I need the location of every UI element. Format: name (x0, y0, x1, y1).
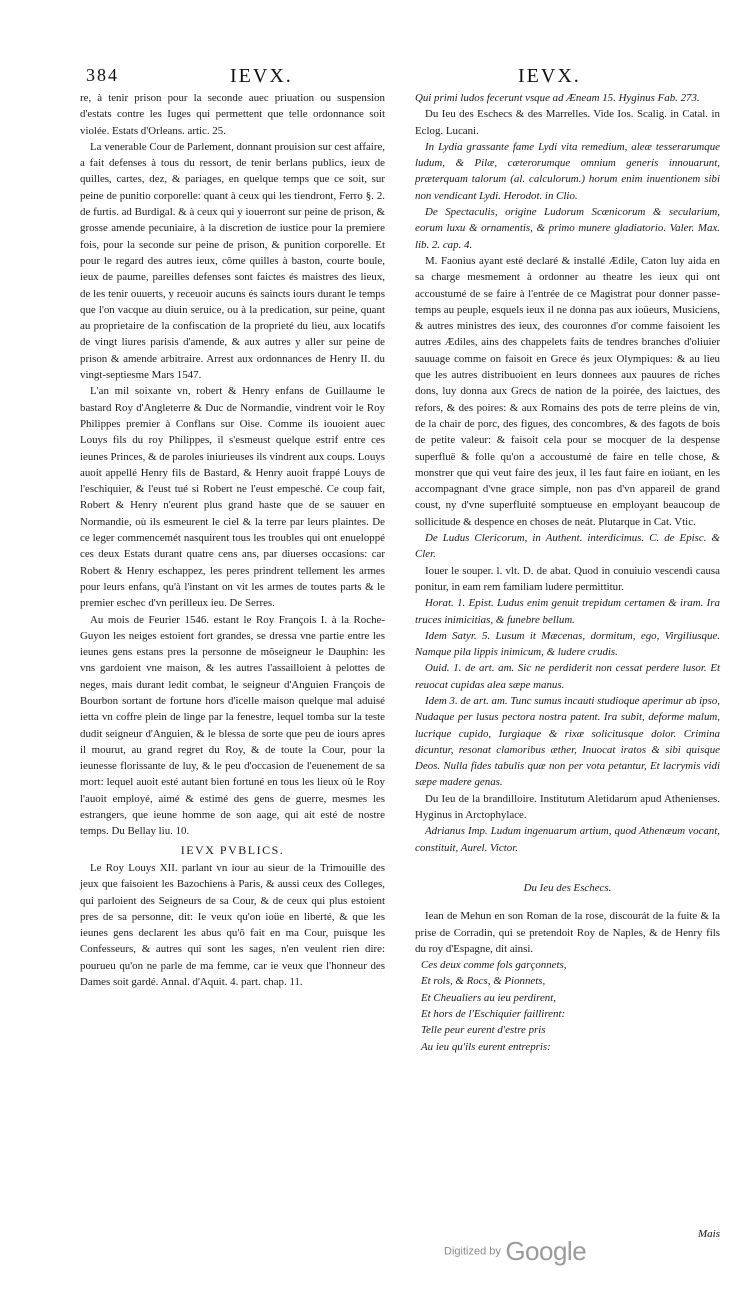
latin-quote: In Lydia grassante fame Lydi vita remedium, aleæ tesserarumque ludum, & Pilæ, cæterorumque omnium generis innouarunt, præterquam talorum (al. calculorum.) horum enim inuentionem sibi non vendicant Lydi. Herodot. in Clio. (415, 140, 720, 202)
catchword: Mais (698, 1228, 720, 1240)
paragraph: Au mois de Feurier 1546. estant le Roy François I. à la Roche-Guyon les neiges estoient fort grandes, se dressa vne partie entre les ieunes gens estans pres la personne de mõseigneur le Dauphin: les vns gardoient vne maison, & les autres l'assailloient à pelottes de neges, mais durant ledit combat, le seigneur d'Anguien François de Bourbon sortant de fortune hors d'icelle maison quelque mal aduisé ietta vn coffre plein de linge par la fenestre, lequel tomba sur la teste dudit seigneur d'Anguien, & le blessa de sorte que peu de iours apres il mourut, au grand regret du Roy, & de toute la Cour, pour la ieunesse florissante de luy, & le peu d'occasion de l'euenement de sa mort: lequel auoit esté autant bien fortuné en tous les lieux où le Roy l'auoit employé, aimé & estimé des gens de guerre, mesmes les estrangers, que ieune homme de son aage, qui ait esté de nostre temps. Du Bellay liu. 10. (80, 613, 385, 838)
latin-quote: De Spectaculis, origine Ludorum Scænicorum & secularium, eorum luxu & ornamentis, & primo munere gladiatorio. Valer. Max. lib. 2. cap. 4. (415, 206, 720, 251)
verse-line: Telle peur eurent d'estre pris (421, 1024, 546, 1037)
latin-quote: Idem Satyr. 5. Lusum it Mæcenas, dormitum, ego, Virgiliusque. Namque pila lippis inimicum, & ludere crudis. (415, 629, 720, 659)
section-heading: IEVX PVBLICS. (180, 842, 285, 857)
paragraph: Du Ieu de la brandilloire. Institutum Aletidarum apud Athenienses. Hyginus in Arctophylace. (415, 792, 720, 822)
latin-quote: Horat. 1. Epist. Ludus enim genuit trepidum certamen & iram. Ira truces inimicitias, & funebre bellum. (415, 597, 720, 626)
paragraph: Le Roy Louys XII. parlant vn iour au sieur de la Trimouille des jeux que faisoient les Bazochiens à Paris, & aussi ceux des Colleges, qui parloient des Seigneurs de sa Cour, & de ceux qui plus estoient pres de sa personne, dit: Ie veux qu'on ioüe en liberté, & que les ieunes gens declarent les abus qu'õ fait en ma Cour, puisque les Confesseurs, & autres qui sont les sages, n'en veulent rien dire: pourueu qu'on ne parle de ma femme, car ie veux que l'honneur des Dames soit gardé. Annal. d'Aquit. 4. part. chap. 11. (80, 861, 385, 989)
paragraph: M. Faonius ayant esté declaré & installé Ædile, Caton luy aida en sa charge mesmement à ordonner au theatre les ieux qui ont accoustumé de se faire à l'entrée de ce Magistrat pour donner passe-temps au peuple, esquels ieux il ne donna pas aux ioüeurs, Musiciens, & autres ministres des ieux, des couronnes d'or comme faisoient les autres Ædiles, ains des chappelets faits de tendres branches d'oliuier sauuage comme on faisoit en Grece és jeux Olympiques: & au lieu que les autres distribuoient en leurs donnees aux pauures de riches dons, luy donna aux Grecs de nation de la poirée, des laictues, des refors, & des poires: & aux Romains des pots de terre pleins de vin, de la chair de porc, des figues, des concombres, & des fagots de bois de petite valeur: & faisoit cela pour se mocquer de la despense superfluë & folle qu'on a accoustumé de faire en telle chose, & monstrer que qui veut faire des jeux, il les faut faire en ioüant, en les accompagnant d'vne grace simple, non pas d'vn appareil de grand coust, ny d'vne superfluité somptueuse en employant beaucoup de sollicitude & despence en choses de neát. Plutarque in Cat. Vtic. (415, 254, 720, 528)
latin-quote: Idem 3. de art. am. Tunc sumus incauti studioque aperimur ab ipso, Nudaque per lusus pectora nostra patent. Ira subit, deforme malum, lucrique cupido, Iurgiaque & rixæ solicitusque dolor. Crimina dicuntur, resonat clamoribus æther, Inuocat iratos & sibi quisque Deos. Nulla fides tabulis quæ non per vota petantur, Et lacrymis vidi sæpe madere genas. (415, 694, 720, 789)
verse-line: Au ieu qu'ils eurent entrepris: (421, 1040, 551, 1053)
digitized-by-watermark (444, 1236, 586, 1267)
verse-line: Et rols, & Rocs, & Pionnets, (421, 975, 546, 988)
latin-quote: Qui primi ludos fecerunt vsque ad Æneam 15. Hyginus Fab. 273. (415, 92, 700, 104)
verse-line: Et Cheualiers au ieu perdirent, (421, 991, 557, 1004)
latin-quote: Ouid. 1. de art. am. Sic ne perdiderit non cessat perdere lusor. Et reuocat cupidas alea sæpe manus. (415, 662, 720, 691)
running-head-right: IEVX. (518, 65, 581, 87)
paragraph: Iean de Mehun en son Roman de la rose, discourát de la fuite & la prise de Corradin, qui se pretendoit Roy de Naples, & de Henry fils du roy d'Espagne, dit ainsi. (415, 910, 720, 955)
paragraph: Iouer le souper. l. vlt. D. de abat. Quod in conuiuio vescendi causa ponitur, in eam rem familiam ludere permittitur. (415, 564, 720, 593)
google-logo: Google (505, 1236, 587, 1266)
digitized-by-label: Digitized by (444, 1245, 501, 1258)
running-head-left: IEVX. (230, 65, 293, 87)
paragraph: re, à tenir prison pour la seconde auec priuation ou suspension d'estats contre les Iuges qui permettent que telle ordonnance soit violée. Estats d'Orleans. artic. 25. (80, 92, 385, 137)
paragraph: La venerable Cour de Parlement, donnant prouision sur cest affaire, a fait defenses à tous du ressort, de tenir berlans publics, ieux de quilles, cartes, dez, & pariages, en quelque temps que ce soit, sur peine de punitio corporelle: quant à ceux qui les tiendront, Ferro §. 2. de furtis. ad Burdigal. & à ceux qui y iouerront sur peine de prison, & grosse amende pecuniaire, à la discretion de iustice pour la premiere fois, pour la seconde sur peine de prison, & punition corporelle. Et pour le regard des autres ieux, côme quilles à baston, courte boule, ieux de paume, pareilles defenses sont faictes és maistres des lieux, de les tenir ouuerts, y receuoir aucuns és saincts iours durant le temps que l'on vacque au diuin seruice, ou à la predication, sur peine, quant au proprietaire de la confiscation de la proprieté du lieu, aux locatifs de vingt liures parisis d'amende, & aux autres y aller sur peine de prison & amende arbitraire. Arrest aux ordonnances de Henry II. du vingt-septiesme Mars 1547. (80, 140, 385, 382)
latin-quote: Adrianus Imp. Ludum ingenuarum artium, quod Athenæum vocant, constituit, Aurel. Victor. (415, 825, 720, 854)
left-column (80, 90, 385, 990)
paragraph: Du Ieu des Eschecs & des Marrelles. Vide Ios. Scalig. in Catal. in Eclog. Lucani. (415, 108, 720, 137)
verse-line: Ces deux comme fols garçonnets, (421, 959, 567, 972)
book-page (80, 55, 720, 1240)
page-number: 384 (86, 65, 119, 85)
section-heading: Du Ieu des Eschecs. (523, 881, 612, 894)
verse-line: Et hors de l'Eschiquier faillirent: (421, 1008, 566, 1021)
paragraph: L'an mil soixante vn, robert & Henry enfans de Guillaume le bastard Roy d'Angleterre & Duc de Normandie, vindrent voir le Roy Philippes premier à Conflans sur Oise. Comme ils iouoient auec Louys fils du roy Philippes, il s'esmeust quelque estrif entre ces ieunes Princes, & de paroles iniurieuses ils vindrent aux coups. Louys auoit appellé Henry fils de Bastard, & Henry auoit frappé Louys de l'eschiquier, & l'eust tué si Robert ne l'eust empesché. Ce coup fait, Robert & Henry n'eurent plus grand haste que de se sauuer en Normandie, où ils esmeurent le ciel & la terre par leurs plaintes. De ce leger commencemét nasquirent tous les troubles qui ont enueloppé ces deux Estats durant quatre cens ans, par diuerses occasions: car Robert & Henry eschappez, les peres prindrent tellement les armes pour leurs enfans, qu'à l'instant on vit les armes de toutes parts & le premier eschec d'vn perilleux ieu. De Serres. (80, 385, 385, 610)
right-column (415, 90, 720, 1055)
latin-quote: De Ludus Clericorum, in Authent. interdicimus. C. de Episc. & Cler. (415, 532, 720, 561)
